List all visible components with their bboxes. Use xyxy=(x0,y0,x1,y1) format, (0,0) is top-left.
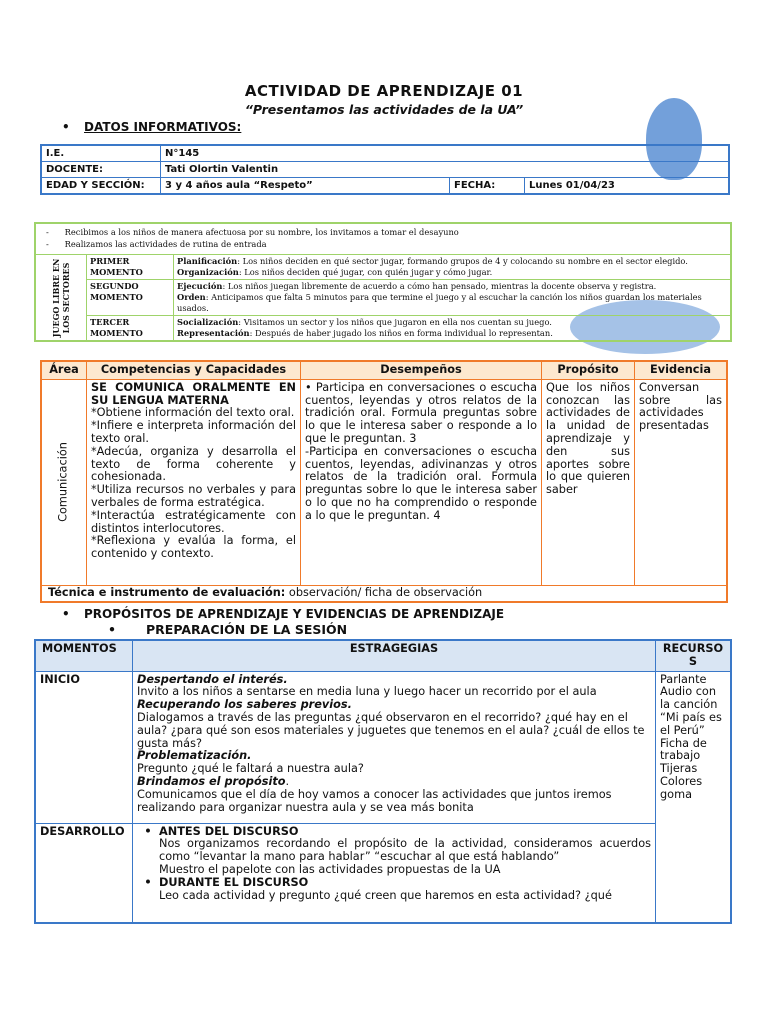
moment-name: PRIMER MOMENTO xyxy=(87,255,174,280)
recurso-item: goma xyxy=(660,787,693,801)
header-momentos: MOMENTOS xyxy=(35,640,133,671)
strategy-bullet: • DURANTE EL DISCURSO xyxy=(144,875,309,889)
datos-table xyxy=(40,144,730,195)
inicio-label: INICIO xyxy=(35,671,133,823)
fecha-label: FECHA: xyxy=(450,178,525,195)
recurso-item: Tijeras xyxy=(660,762,698,776)
capacidad-item: *Interactúa estratégicamente con distintos interlocutores. xyxy=(91,508,296,535)
strategy-heading-line: Brindamos el propósito. xyxy=(137,774,290,788)
rutina-list xyxy=(35,223,731,255)
strategy-text: Dialogamos a través de las preguntas ¿qué observaron en el recorrido? ¿qué hay en el aula? ¿para qué son esos materiales y juguetes que tenemos en el aula? ¿cuál de ellos te gusta más? xyxy=(137,710,645,750)
fecha-value: Lunes 01/04/23 xyxy=(525,178,730,195)
area-label: Comunicación xyxy=(56,442,70,523)
competencia-title: SE COMUNICA ORALMENTE EN SU LENGUA MATERNA xyxy=(91,380,296,407)
ie-label: I.E. xyxy=(41,145,161,162)
strategy-text: Muestro el papelote con las actividades propuestas de la UA xyxy=(159,862,501,876)
strategy-text: Pregunto ¿qué le faltará a nuestra aula? xyxy=(137,762,364,776)
moment-description: Planificación: Los niños deciden en qué sector jugar, formando grupos de 4 y colocando su nombre en el sector elegido. Organización: Los niños deciden qué jugar, con quién jugar y cómo jugar. xyxy=(174,255,732,280)
moment-description: Socialización: Visitamos un sector y los niños que jugaron en ella nos cuentan su juego. Representación: Después de haber jugado los niños en forma individual lo representan. xyxy=(174,316,732,342)
rutina-table xyxy=(34,222,732,342)
recurso-item: Parlante xyxy=(660,672,707,686)
desempenos-cell xyxy=(301,379,542,585)
page-title: ACTIVIDAD DE APRENDIZAJE 01 xyxy=(244,82,524,100)
sesion-table xyxy=(34,639,732,924)
header-estrategias: ESTRAGEGIAS xyxy=(133,640,656,671)
evidencia-cell: Conversan sobre las actividades presentadas xyxy=(635,379,728,585)
proposito-cell: Que los niños conozcan las actividades de la unidad de aprendizaje y den sus aportes sobre lo que quieren saber xyxy=(542,379,635,585)
strategy-heading: Despertando el interés. xyxy=(137,672,288,686)
area-cell xyxy=(41,379,87,585)
docente-value: Tati Olortin Valentin xyxy=(161,162,730,178)
header-desempenos: Desempeños xyxy=(301,361,542,379)
preparacion-heading: • PREPARACIÓN DE LA SESIÓN xyxy=(108,622,348,637)
docente-label: DOCENTE: xyxy=(41,162,161,178)
capacidad-item: *Adecúa, organiza y desarrolla el texto de forma coherente y cohesionada. xyxy=(91,444,296,484)
competencias-table xyxy=(40,360,728,603)
strategy-bullet: • ANTES DEL DISCURSO xyxy=(144,824,299,838)
datos-informativos-heading: • DATOS INFORMATIVOS: xyxy=(62,120,242,134)
header-area: Área xyxy=(41,361,87,379)
edad-value: 3 y 4 años aula “Respeto” xyxy=(161,178,450,195)
moment-description: Ejecución: Los niños juegan libremente de acuerdo a cómo han pensado, mientras la docente observa y registra. Orden: Anticipamos que falta 5 minutos para que termine el juego y al escuchar la canción los niños guardan los materiales usados. xyxy=(174,280,732,316)
recursos-cell xyxy=(656,671,732,923)
strategy-heading: Problematización. xyxy=(137,749,252,763)
tecnica-label: Técnica e instrumento de evaluación: xyxy=(48,585,286,599)
capacidad-item: *Reflexiona y evalúa la forma, el contenido y contexto. xyxy=(91,534,296,561)
desarrollo-label: DESARROLLO xyxy=(35,823,133,923)
page-subtitle: “Presentamos las actividades de la UA” xyxy=(244,102,524,117)
header-proposito: Propósito xyxy=(542,361,635,379)
tecnica-row xyxy=(41,585,727,601)
capacidad-item: *Obtiene información del texto oral. xyxy=(91,406,295,420)
strategy-heading: Recuperando los saberes previos. xyxy=(137,698,352,712)
moment-name: TERCER MOMENTO xyxy=(87,316,174,342)
header-recursos: RECURSOS xyxy=(656,640,732,671)
strategy-text: Leo cada actividad y pregunto ¿qué creen que haremos en esta actividad? ¿qué xyxy=(159,888,612,902)
moment-name: SEGUNDO MOMENTO xyxy=(87,280,174,316)
strategy-text: Comunicamos que el día de hoy vamos a conocer las actividades que juntos iremos realizando para organizar nuestra aula y se vea más bonita xyxy=(137,787,612,814)
desempeno-item: -Participa en conversaciones o escucha cuentos, leyendas, adivinanzas y otros relatos de la tradición oral. Formula preguntas sobre lo que le interesa saber o lo que no ha comprendido o responde a lo que le preguntan. 4 xyxy=(305,444,537,522)
strategy-text: Nos organizamos recordando el propósito de la actividad, consideramos acuerdos como “levantar la mano para hablar” “escuchar al que está hablando” xyxy=(159,837,651,864)
capacidad-item: *Utiliza recursos no verbales y para verbales de forma estratégica. xyxy=(91,483,296,509)
competencias-cell xyxy=(87,379,301,585)
inicio-strategies xyxy=(133,671,656,823)
recurso-item: Audio con la canción “Mi país es el Perú” xyxy=(660,685,722,737)
capacidad-item: *Infiere e interpreta información del texto oral. xyxy=(91,419,296,445)
header-competencias: Competencias y Capacidades xyxy=(87,361,301,379)
recurso-item: Ficha de trabajo xyxy=(660,736,707,763)
ie-value: N°145 xyxy=(161,145,730,162)
list-item: - Realizamos las actividades de rutina de entrada xyxy=(46,239,267,249)
desempeno-item: • Participa en conversaciones o escucha cuentos, leyendas y otros relatos de la tradición oral. Formula preguntas sobre lo que le interesa saber o responde a lo que le preguntan. 3 xyxy=(305,380,537,445)
recurso-item: Colores xyxy=(660,774,703,788)
juego-libre-label: JUEGO LIBRE EN LOS SECTORES xyxy=(35,255,87,342)
list-item: - Recibimos a los niños de manera afectuosa por su nombre, los invitamos a tomar el desayuno xyxy=(46,227,459,237)
propositos-heading: • PROPÓSITOS DE APRENDIZAJE Y EVIDENCIAS DE APRENDIZAJE xyxy=(62,607,505,621)
edad-label: EDAD Y SECCIÓN: xyxy=(41,178,161,195)
desarrollo-strategies xyxy=(133,823,656,923)
header-evidencia: Evidencia xyxy=(635,361,728,379)
tecnica-value: observación/ ficha de observación xyxy=(285,585,483,599)
strategy-text: Invito a los niños a sentarse en media luna y luego hacer un recorrido por el aula xyxy=(137,685,597,699)
